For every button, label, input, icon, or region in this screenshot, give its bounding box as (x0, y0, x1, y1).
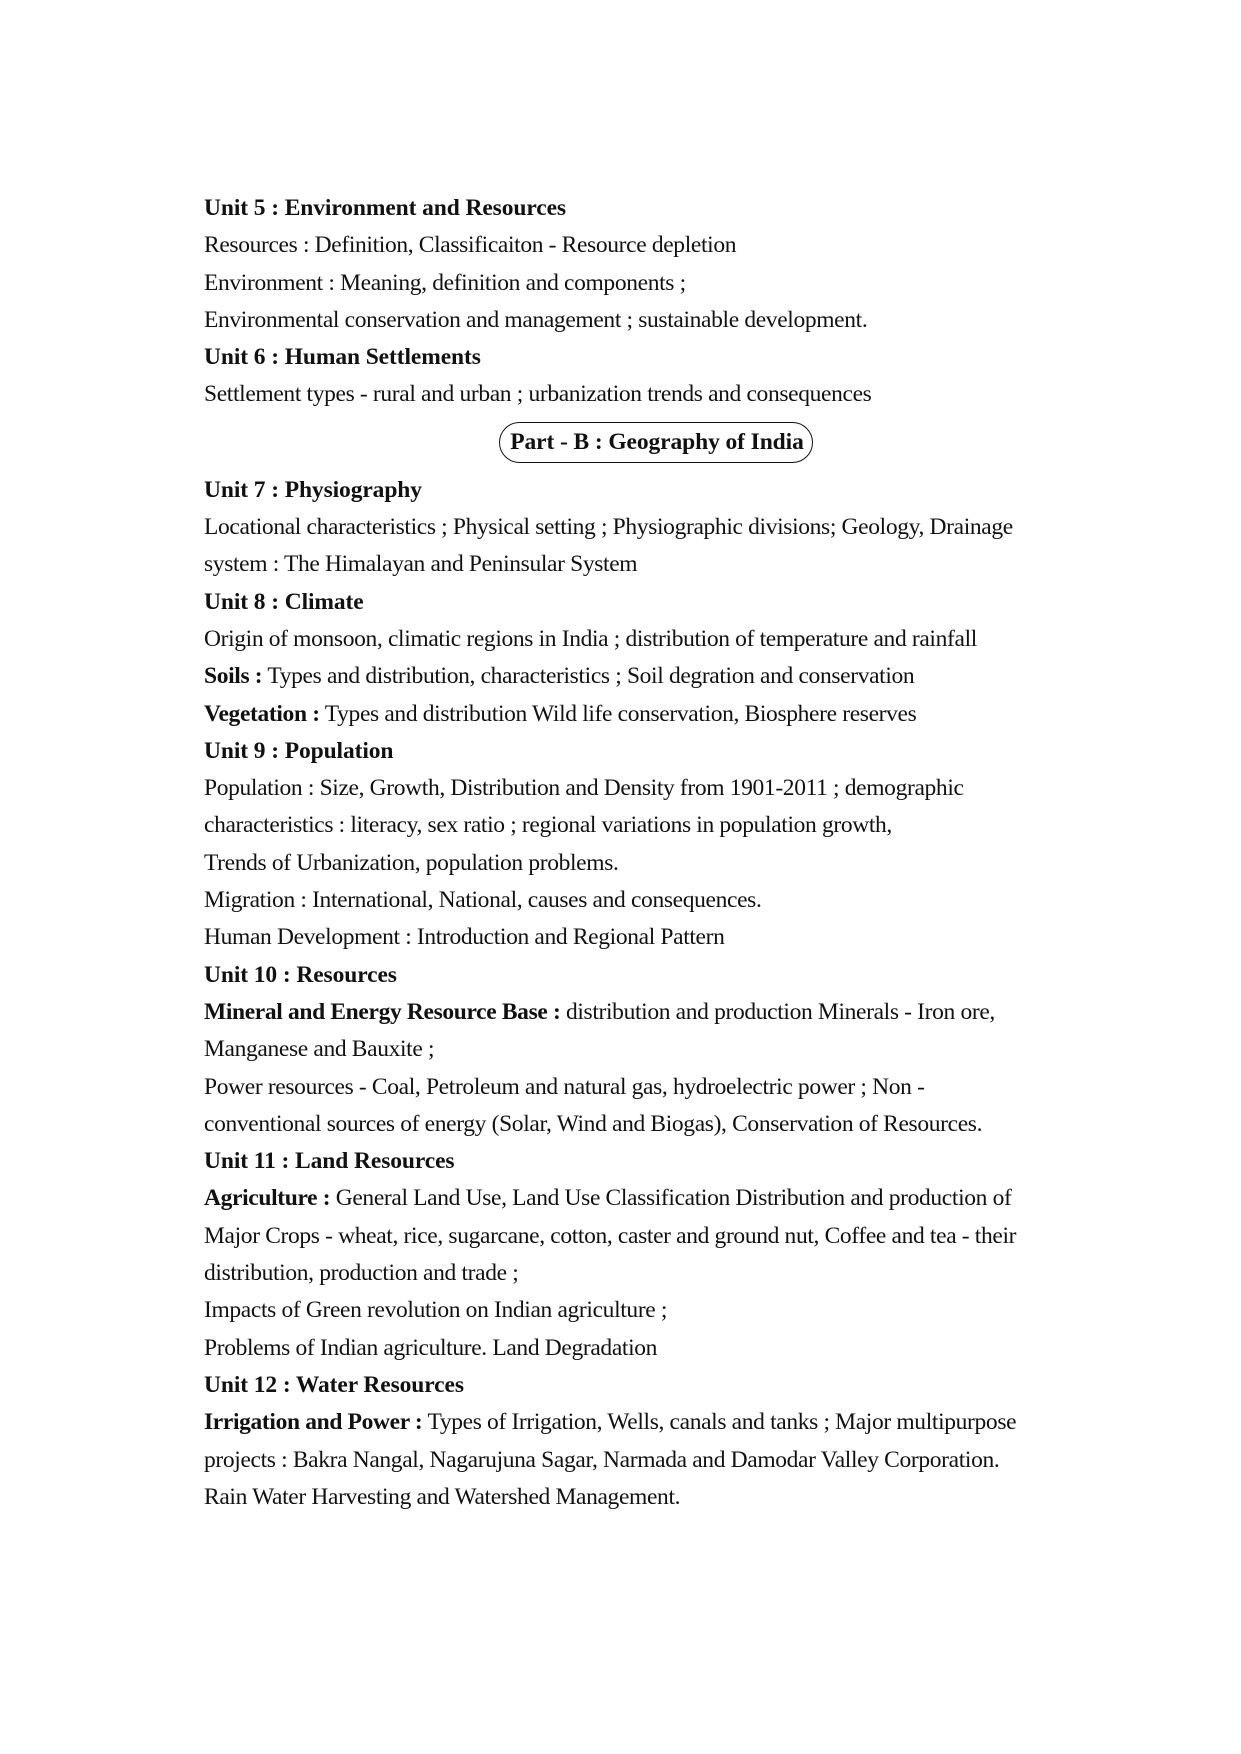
soils-text: Types and distribution, characteristics ; Soil degration and conservation (262, 663, 915, 690)
part-b-title: Part - B : Geography of India (499, 422, 812, 463)
mineral-text: distribution and production Minerals - Iron ore, (560, 998, 995, 1025)
unit-10-line: conventional sources of energy (Solar, Wind and Biogas), Conservation of Resources. (204, 1110, 983, 1137)
unit-9-line: Population : Size, Growth, Distribution and Density from 1901-2011 ; demographic (204, 775, 964, 802)
unit-7-line: system : The Himalayan and Peninsular System (204, 551, 638, 578)
unit-6-line: Settlement types - rural and urban ; urbanization trends and consequences (204, 381, 872, 408)
vegetation-text: Types and distribution Wild life conservation, Biosphere reserves (319, 700, 917, 727)
unit-9-line: Migration : International, National, causes and consequences. (204, 887, 762, 914)
soils-label: Soils : (204, 663, 263, 690)
mineral-line (204, 994, 1084, 1031)
agriculture-line (204, 1180, 1084, 1217)
unit-8-line: Origin of monsoon, climatic regions in India ; distribution of temperature and rainfall (204, 625, 977, 652)
unit-9-line: Trends of Urbanization, population problems. (204, 849, 619, 876)
unit-7-heading: Unit 7 : Physiography (204, 476, 422, 503)
unit-8-heading: Unit 8 : Climate (204, 588, 364, 615)
vegetation-line (204, 696, 1084, 733)
unit-9-line: Human Development : Introduction and Regional Pattern (204, 924, 725, 951)
unit-12-line: Rain Water Harvesting and Watershed Management. (204, 1483, 681, 1510)
soils-line (204, 658, 1084, 695)
irrigation-line (204, 1404, 1084, 1441)
unit-10-line: Power resources - Coal, Petroleum and natural gas, hydroelectric power ; Non - (204, 1073, 925, 1100)
unit-7-line: Locational characteristics ; Physical setting ; Physiographic divisions; Geology, Drainage (204, 514, 1013, 541)
irrigation-label: Irrigation and Power : (204, 1409, 423, 1436)
unit-9-line: characteristics : literacy, sex ratio ; regional variations in population growth, (204, 812, 892, 839)
part-b-title-wrap (204, 417, 1084, 469)
unit-5-line: Resources : Definition, Classificaiton - Resource depletion (204, 232, 737, 259)
vegetation-label: Vegetation : (204, 700, 320, 727)
agriculture-label: Agriculture : (204, 1185, 331, 1212)
unit-11-line: Major Crops - wheat, rice, sugarcane, cotton, caster and ground nut, Coffee and tea - their (204, 1222, 1017, 1249)
unit-11-line: Problems of Indian agriculture. Land Degradation (204, 1334, 658, 1361)
unit-5-line: Environmental conservation and management ; sustainable development. (204, 306, 868, 333)
mineral-label: Mineral and Energy Resource Base : (204, 998, 561, 1025)
unit-10-line: Manganese and Bauxite ; (204, 1036, 435, 1063)
unit-11-heading: Unit 11 : Land Resources (204, 1148, 455, 1175)
unit-11-line: distribution, production and trade ; (204, 1260, 519, 1287)
irrigation-text: Types of Irrigation, Wells, canals and tanks ; Major multipurpose (422, 1409, 1017, 1436)
syllabus-page (204, 190, 1084, 1516)
unit-10-heading: Unit 10 : Resources (204, 961, 397, 988)
unit-6-heading: Unit 6 : Human Settlements (204, 344, 481, 371)
unit-5-line: Environment : Meaning, definition and components ; (204, 269, 686, 296)
unit-9-heading: Unit 9 : Population (204, 737, 394, 764)
agriculture-text: General Land Use, Land Use Classification Distribution and production of (330, 1185, 1012, 1212)
unit-11-line: Impacts of Green revolution on Indian agriculture ; (204, 1297, 668, 1324)
unit-5-heading: Unit 5 : Environment and Resources (204, 195, 566, 221)
unit-12-line: projects : Bakra Nangal, Nagarujuna Sagar, Narmada and Damodar Valley Corporation. (204, 1446, 1000, 1473)
unit-12-heading: Unit 12 : Water Resources (204, 1371, 464, 1398)
